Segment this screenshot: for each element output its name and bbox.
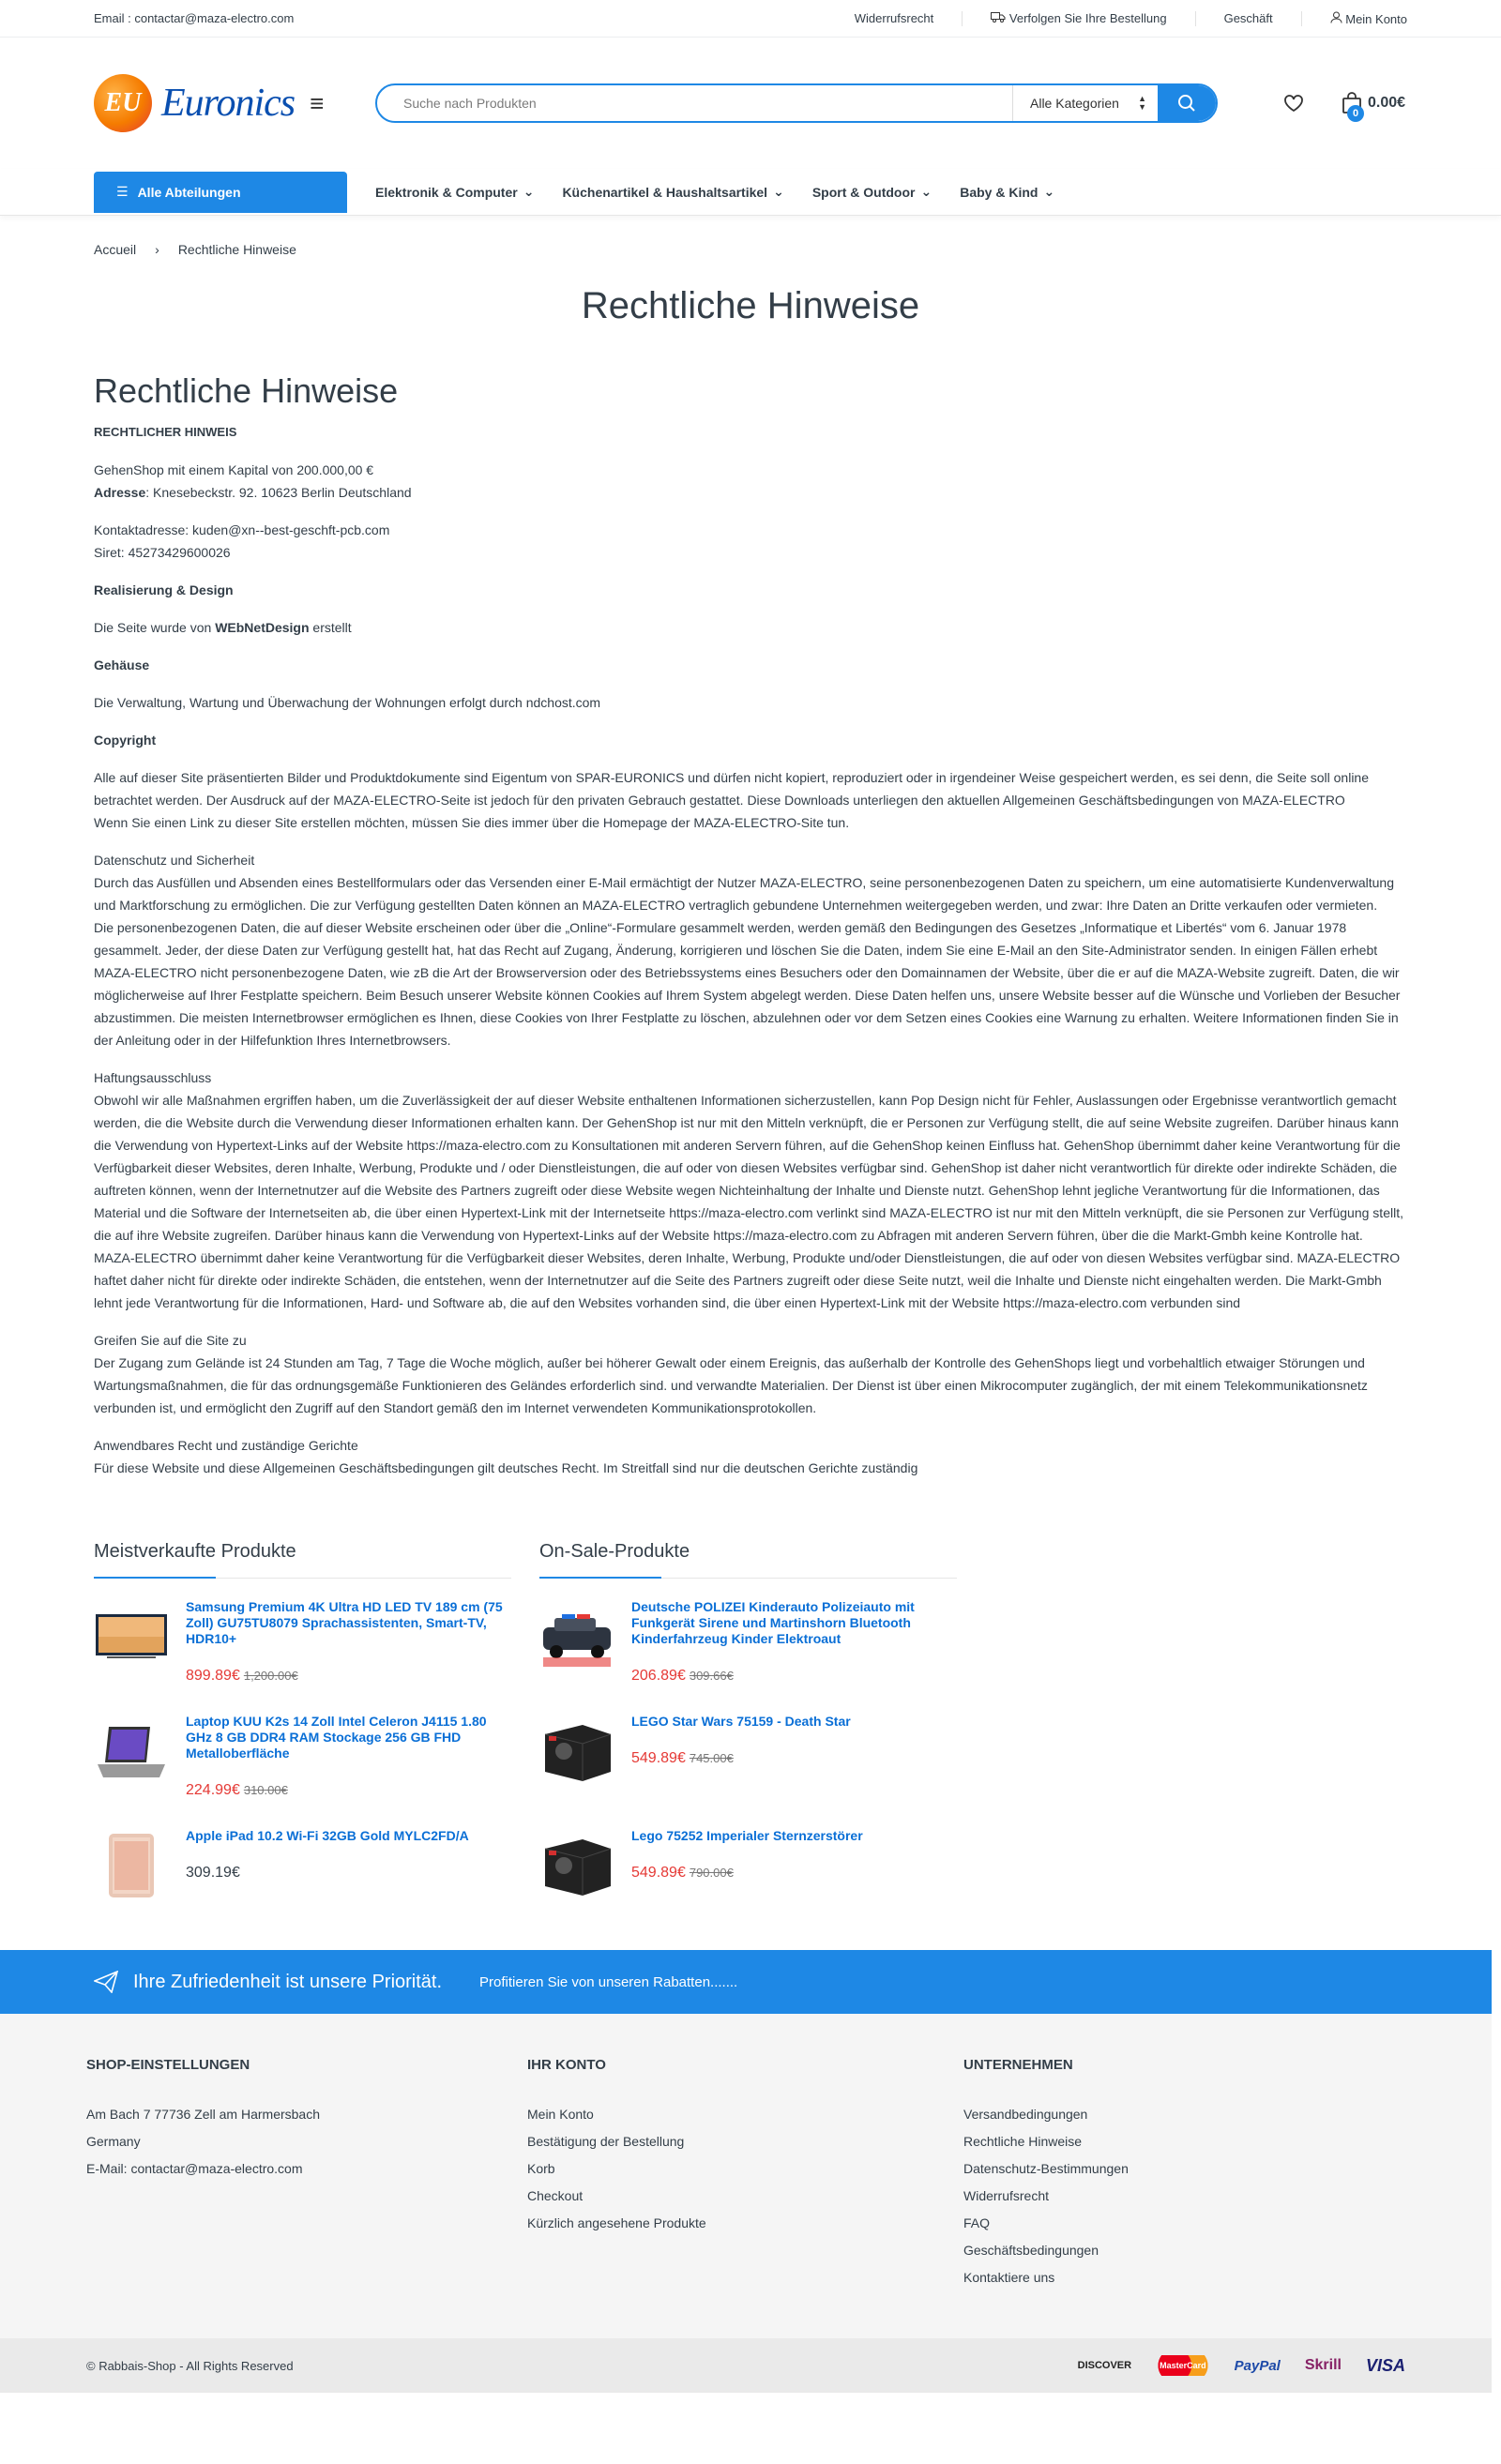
footer-col-title: IHR KONTO — [527, 2057, 606, 2073]
banner-headline: Ihre Zufriedenheit ist unsere Priorität. — [133, 1971, 443, 1992]
footer-col-title: UNTERNEHMEN — [963, 2057, 1073, 2073]
old-price: 310.00€ — [243, 1783, 288, 1797]
header-icons — [1283, 92, 1406, 119]
privacy-text — [94, 849, 1407, 1051]
onsale-product-item[interactable] — [539, 1714, 957, 1807]
bestseller-product-item[interactable] — [94, 1714, 511, 1807]
truck-icon — [991, 11, 1006, 23]
bestseller-product-item[interactable] — [94, 1828, 511, 1922]
nav-items — [375, 184, 1054, 200]
footer-col-company — [963, 2051, 1129, 2291]
skrill-icon: Skrill — [1304, 2357, 1342, 2373]
payment-methods — [1078, 2355, 1405, 2376]
top-link-account-label: Mein Konto — [1345, 11, 1407, 26]
product-price — [631, 1865, 863, 1882]
product-widgets — [0, 1494, 1501, 1922]
bestsellers-widget — [94, 1541, 511, 1922]
text-span: Durch das Ausfüllen und Absenden eines Bestellformulars oder das Versenden einer E-Mail ermächtigt der Nutzer MAZA-ELECTRO, seine personenbezogenen Daten zu speichern, um eine automatisierte Kundenverwaltung und Marktforschung zu ermöglichen. Die zur Verfügung gestellten Daten können an MAZA-ELECTRO vertraglich gebundene Unternehmen weitergegeben werden, und zwar: Ihre Daten an Dritte verkaufen oder vermieten. — [94, 875, 1394, 913]
product-name[interactable]: Lego 75252 Imperialer Sternzerstörer — [631, 1828, 863, 1843]
text-span: Die personenbezogenen Daten, die auf dieser Website erscheinen oder über die „Online“-Formulare gesammelt werden, werden gemäß den Bedingungen des Gesetzes „Informatique et Libertés“ vom 6. Januar 1978 gesammelt. Jeder, der diese Daten zur Verfügung gestellt hat, hat das Recht auf Zugang, Änderung, korrigieren und löschen Sie die Daten, indem Sie eine E-Mail an den Site-Administrator senden. In einigen Fällen erhebt MAZA-ELECTRO nicht personenbezogene Daten, wie zB die Art der Browserversion oder des Betriebssystems eines Besuchers oder den Domainnamen der Website, über die er auf die MAZA-Website zugreift. Daten, die wir möglicherweise auf Ihrer Festplatte speichern. Beim Besuch unserer Website können Cookies auf Ihrem System abgelegt werden. Diese Daten helfen uns, unsere Website besser auf die Wünsche und Vorlieben der Besucher abzustimmen. Die meisten Internetbrowser ermöglichen es Ihnen, diese Cookies von Ihrer Festplatte zu löschen, abzulehnen oder vor dem Setzen eines Cookies eine Warnung zu erhalten. Weitere Informationen finden Sie in der Anleitung oder in der Hilfefunktion Ihres Internetbrowsers. — [94, 920, 1401, 1048]
product-price — [186, 1668, 511, 1685]
section-heading: Realisierung & Design — [94, 582, 234, 597]
top-bar — [0, 0, 1501, 38]
copyright: © Rabbais-Shop - All Rights Reserved — [86, 2358, 294, 2373]
main-nav — [0, 169, 1501, 216]
discover-icon: DISCOVER — [1077, 2360, 1132, 2371]
product-price — [186, 1782, 511, 1799]
divider — [1301, 11, 1302, 26]
section-heading: Copyright — [94, 733, 157, 748]
toy-car-icon[interactable] — [539, 1599, 614, 1674]
menu-icon[interactable]: ≡ — [310, 88, 325, 117]
chevron-down-icon: ⌄ — [773, 184, 784, 199]
laptop-icon[interactable] — [94, 1714, 169, 1789]
paypal-icon: PayPal — [1234, 2357, 1281, 2374]
footer-account-link[interactable]: Mein Konto — [527, 2107, 594, 2122]
siret-text: Siret: 45273429600026 — [94, 545, 231, 560]
footer-account-link[interactable]: Checkout — [527, 2188, 584, 2203]
bestseller-product-item[interactable] — [94, 1599, 511, 1693]
header — [0, 38, 1501, 169]
bottom-bar — [0, 2338, 1492, 2393]
product-name[interactable]: Laptop KUU K2s 14 Zoll Intel Celeron J4115 1.80 GHz 8 GB DDR4 RAM Stockage 256 GB FHD Metalloberfläche — [186, 1714, 487, 1761]
logo[interactable] — [94, 74, 375, 132]
nav-item-electronics[interactable] — [375, 184, 534, 200]
search-bar — [375, 83, 1218, 123]
chevron-down-icon: ⌄ — [1043, 184, 1055, 199]
lego-box-icon[interactable] — [539, 1828, 614, 1903]
footer-country: Germany — [86, 2134, 141, 2149]
product-info — [631, 1714, 851, 1807]
nav-item-label: Küchenartikel & Haushaltsartikel — [562, 184, 768, 200]
product-name[interactable]: Samsung Premium 4K Ultra HD LED TV 189 cm (75 Zoll) GU75TU8079 Sprachassistenten, Smart-TV, HDR10+ — [186, 1599, 503, 1646]
product-name[interactable]: Apple iPad 10.2 Wi-Fi 32GB Gold MYLC2FD/A — [186, 1828, 469, 1843]
logo-mark: EU — [94, 74, 152, 132]
footer-email: E-Mail: contactar@maza-electro.com — [86, 2161, 303, 2176]
chevron-down-icon: ⌄ — [920, 184, 932, 199]
nav-item-label: Baby & Kind — [960, 184, 1039, 200]
contact-info — [94, 519, 1407, 564]
content-heading: Rechtliche Hinweise — [94, 371, 399, 410]
nav-item-kitchen[interactable] — [562, 184, 783, 200]
onsale-widget — [539, 1541, 957, 1922]
text-span: Für diese Website und diese Allgemeinen Geschäftsbedingungen gilt deutsches Recht. Im Streitfall sind nur die deutschen Gerichte zuständig — [94, 1460, 918, 1475]
cart-count-badge: 0 — [1347, 105, 1364, 122]
footer-company-link[interactable]: Versandbedingungen — [963, 2107, 1088, 2122]
current-price: 899.89€ — [186, 1668, 240, 1684]
category-select-value: Alle Kategorien — [1030, 96, 1119, 111]
tablet-icon[interactable] — [94, 1828, 169, 1903]
footer-account-link[interactable]: Bestätigung der Bestellung — [527, 2134, 685, 2149]
footer-company-link[interactable]: Geschäftsbedingungen — [963, 2243, 1099, 2258]
access-heading: Greifen Sie auf die Site zu — [94, 1333, 247, 1348]
all-departments-label: Alle Abteilungen — [137, 184, 241, 200]
company-info — [94, 459, 1407, 504]
nav-item-baby[interactable] — [960, 184, 1054, 200]
disclaimer-text — [94, 1066, 1407, 1314]
visa-icon: VISA — [1365, 2355, 1405, 2375]
footer — [0, 2014, 1492, 2338]
text-span: Alle auf dieser Site präsentierten Bilder und Produktdokumente sind Eigentum von SPAR-EURONICS und dürfen nicht kopiert, reproduziert oder in irgendeiner Weise gespeichert werden, es sei denn, die Seite soll online betrachtet werden. Der Ausdruck auf der MAZA-ELECTRO-Seite ist jedoch für den privaten Gebrauch gestattet. Diese Downloads unterliegen den aktuellen Allgemeinen Geschäftsbedingungen von MAZA-ELECTRO — [94, 770, 1370, 808]
text-span: Die Seite wurde von — [94, 620, 216, 635]
paper-plane-icon — [94, 1971, 118, 1993]
old-price: 790.00€ — [689, 1866, 734, 1880]
capital-text: GehenShop mit einem Kapital von 200.000,00 € — [94, 462, 374, 477]
footer-address: Am Bach 7 77736 Zell am Harmersbach — [86, 2107, 320, 2122]
footer-col-title: SHOP-EINSTELLUNGEN — [86, 2057, 250, 2073]
footer-col-shop — [86, 2051, 527, 2291]
category-select[interactable] — [1012, 85, 1158, 121]
legal-content — [0, 327, 1501, 1479]
disclaimer-heading: Haftungsausschluss — [94, 1070, 212, 1085]
content-subheading: RECHTLICHER HINWEIS — [94, 425, 237, 439]
cart-total: 0.00€ — [1368, 95, 1406, 111]
nav-item-label: Elektronik & Computer — [375, 184, 518, 200]
onsale-title: On-Sale-Produkte — [539, 1541, 957, 1579]
footer-col-account — [527, 2051, 963, 2291]
divider — [1195, 11, 1196, 26]
footer-company-link[interactable]: Rechtliche Hinweise — [963, 2134, 1083, 2149]
address-label: Adresse — [94, 485, 146, 500]
text-span: Wenn Sie einen Link zu dieser Site erstellen möchten, müssen Sie dies immer über die Homepage der MAZA-ELECTRO-Site tun. — [94, 815, 850, 830]
access-text — [94, 1329, 1407, 1419]
text-span: erstellt — [309, 620, 352, 635]
copyright-text — [94, 766, 1407, 834]
contact-text: Kontaktadresse: kuden@xn--best-geschft-pcb.com — [94, 522, 390, 537]
footer-company-link[interactable]: FAQ — [963, 2215, 991, 2230]
chevron-down-icon: ⌄ — [523, 184, 535, 199]
product-info — [631, 1599, 957, 1693]
lego-box-icon[interactable] — [539, 1714, 614, 1789]
product-info — [631, 1828, 863, 1922]
wishlist-heart-icon[interactable] — [1283, 94, 1304, 113]
user-icon — [1330, 11, 1342, 23]
nav-item-sport[interactable] — [812, 184, 932, 200]
banner-headline-wrap — [94, 1971, 442, 1993]
contact-email: Email : contactar@maza-electro.com — [94, 11, 295, 25]
top-link-track-order[interactable] — [991, 11, 1166, 25]
product-info — [186, 1828, 469, 1922]
current-price: 309.19€ — [186, 1865, 240, 1881]
product-price — [631, 1750, 851, 1767]
current-price: 549.89€ — [631, 1750, 686, 1766]
all-departments-button[interactable] — [94, 172, 347, 213]
divider — [962, 11, 963, 26]
footer-company-link[interactable]: Kontaktiere uns — [963, 2270, 1055, 2285]
cart-button[interactable] — [1342, 92, 1406, 119]
bestsellers-title: Meistverkaufte Produkte — [94, 1541, 511, 1579]
footer-company-link[interactable]: Datenschutz-Bestimmungen — [963, 2161, 1129, 2176]
current-price: 224.99€ — [186, 1782, 240, 1798]
old-price: 745.00€ — [689, 1751, 734, 1765]
product-name[interactable]: LEGO Star Wars 75159 - Death Star — [631, 1714, 851, 1729]
breadcrumb-current: Rechtliche Hinweise — [177, 242, 296, 257]
product-name[interactable]: Deutsche POLIZEI Kinderauto Polizeiauto mit Funkgerät Sirene und Martinshorn Bluetooth Kinderfahrzeug Kinder Elektroaut — [631, 1599, 915, 1646]
top-link-track-order-label: Verfolgen Sie Ihre Bestellung — [1008, 11, 1167, 25]
footer-company-link[interactable]: Widerrufsrecht — [963, 2188, 1050, 2203]
breadcrumb — [0, 219, 1501, 257]
breadcrumb-separator-icon: › — [155, 242, 159, 257]
banner-subtext: Profitieren Sie von unseren Rabatten....... — [479, 1973, 738, 1990]
address-text: : Knesebeckstr. 92. 10623 Berlin Deutschland — [145, 485, 412, 500]
current-price: 206.89€ — [631, 1668, 686, 1684]
breadcrumb-home[interactable]: Accueil — [94, 242, 137, 257]
mastercard-icon: MasterCard — [1156, 2355, 1210, 2376]
page-title: Rechtliche Hinweise — [581, 285, 920, 326]
product-price — [186, 1865, 469, 1882]
footer-account-link[interactable]: Korb — [527, 2161, 555, 2176]
designer-name: WEbNetDesign — [215, 620, 310, 635]
realisation-text — [94, 616, 1407, 639]
product-info — [186, 1599, 511, 1693]
tv-icon[interactable] — [94, 1599, 169, 1674]
text-span: Der Zugang zum Gelände ist 24 Stunden am Tag, 7 Tage die Woche möglich, außer bei höherer Gewalt oder einem Ereignis, das außerhalb der Kontrolle des GehenShops liegt und vorbehaltlich etwaiger Störungen und Wartungsmaßnahmen, die für das ordnungsgemäße Funktionieren des Geländes erforderlich sind. und verwandte Materialien. Der Dienst ist über einen Mikrocomputer zugänglich, der mit einem Telekommunikationsnetz verbunden ist, und ermöglicht den Zugriff auf den Standort gemäß den im Internet verwendeten Kommunikationsprotokollen. — [94, 1355, 1368, 1415]
search-icon — [1177, 94, 1196, 113]
old-price: 1,200.00€ — [243, 1669, 298, 1683]
onsale-product-item[interactable] — [539, 1599, 957, 1693]
select-arrows-icon: ▲ ▼ — [1138, 94, 1146, 112]
current-price: 549.89€ — [631, 1865, 686, 1881]
section-heading: Gehäuse — [94, 658, 150, 673]
logo-text: Euronics — [161, 82, 296, 125]
top-link-shop[interactable]: Geschäft — [1223, 11, 1273, 25]
footer-account-link[interactable]: Kürzlich angesehene Produkte — [527, 2215, 706, 2230]
privacy-heading: Datenschutz und Sicherheit — [94, 853, 255, 868]
nav-item-label: Sport & Outdoor — [811, 184, 916, 200]
top-links — [855, 11, 1407, 26]
top-link-account[interactable] — [1330, 11, 1407, 26]
text-span: Obwohl wir alle Maßnahmen ergriffen haben, um die Zuverlässigkeit der auf dieser Website enthaltenen Informationen sicherzustellen, kann Pop Design nicht für Fehler, Auslassungen oder Ergebnisse verantwortlich gemacht werden, die die Website durch die Verwendung dieser Informationen erhalten kann. Der GehenShop ist nur mit den Mitteln verknüpft, die er Personen zur Verfügung stellt, die auf seine Website zugreifen. Darüber hinaus kann die Verwendung von Hypertext-Links auf der Website https://maza-electro.com zu Konsultationen mit anderen Servern führen, auf die GehenShop keinen Einfluss hat. GehenShop übernimmt daher keine Verantwortung für die Verfügbarkeit dieser Websites, deren Inhalte, Werbung, Produkte und / oder Dienstleistungen, die auf oder von diesen Websites verfügbar sind. GehenShop ist daher nicht verantwortlich für direkte oder indirekte Schäden, die auftreten können, wenn der Internetnutzer auf die Website des Partners zugreift oder diese Website wegen Nichteinhaltung der Inhalte und Dienste nutzt. GehenShop lehnt jegliche Verantwortung für die Informationen, das Material und die Software der Internetseiten ab, die über einen Hypertext-Link mit der Internetseite https://maza-electro.com verlinkt sind MAZA-ELECTRO ist nur mit den Mitteln verknüpft, die sie Personen zur Verfügung stellt, die auf ihre Website zugreifen. Darüber hinaus kann die Verwendung von Hypertext-Links auf der Website https://maza-electro.com zu Abfragen mit anderen Servern führen, über die die Markt-Gmbh keine Kontrolle hat. MAZA-ELECTRO übernimmt daher keine Verantwortung für die Verfügbarkeit dieser Websites, deren Inhalte, Werbung, Produkte und/oder Dienstleistungen, die auf oder von diesen Websites verfügbar sind. MAZA-ELECTRO haftet daher nicht für direkte oder indirekte Schäden, die entstehen, wenn der Internetnutzer auf die Seite des Partners zugreift oder diese Seite nutzt, weil die Inhalte und Dienste nicht eingehalten werden. Die Markt-Gmbh lehnt jede Verantwortung für die Informationen, Hard- und Software ab, die auf den Websites vorhanden sind, die über einen Hypertext-Link mit der Website https://maza-electro.com verbunden sind — [94, 1093, 1403, 1310]
promo-banner — [0, 1950, 1492, 2014]
hosting-text: Die Verwaltung, Wartung und Überwachung der Wohnungen erfolgt durch ndchost.com — [94, 695, 601, 710]
law-heading: Anwendbares Recht und zuständige Gerichte — [94, 1438, 358, 1453]
old-price: 309.66€ — [689, 1669, 734, 1683]
law-text — [94, 1434, 1407, 1479]
product-info — [186, 1714, 511, 1807]
onsale-product-item[interactable] — [539, 1828, 957, 1922]
top-link-widerrufsrecht[interactable]: Widerrufsrecht — [854, 11, 934, 25]
product-price — [631, 1668, 957, 1685]
search-input[interactable]: Suche nach Produkten — [403, 96, 537, 111]
list-icon: ☰ — [116, 184, 129, 199]
search-button[interactable] — [1158, 85, 1216, 121]
